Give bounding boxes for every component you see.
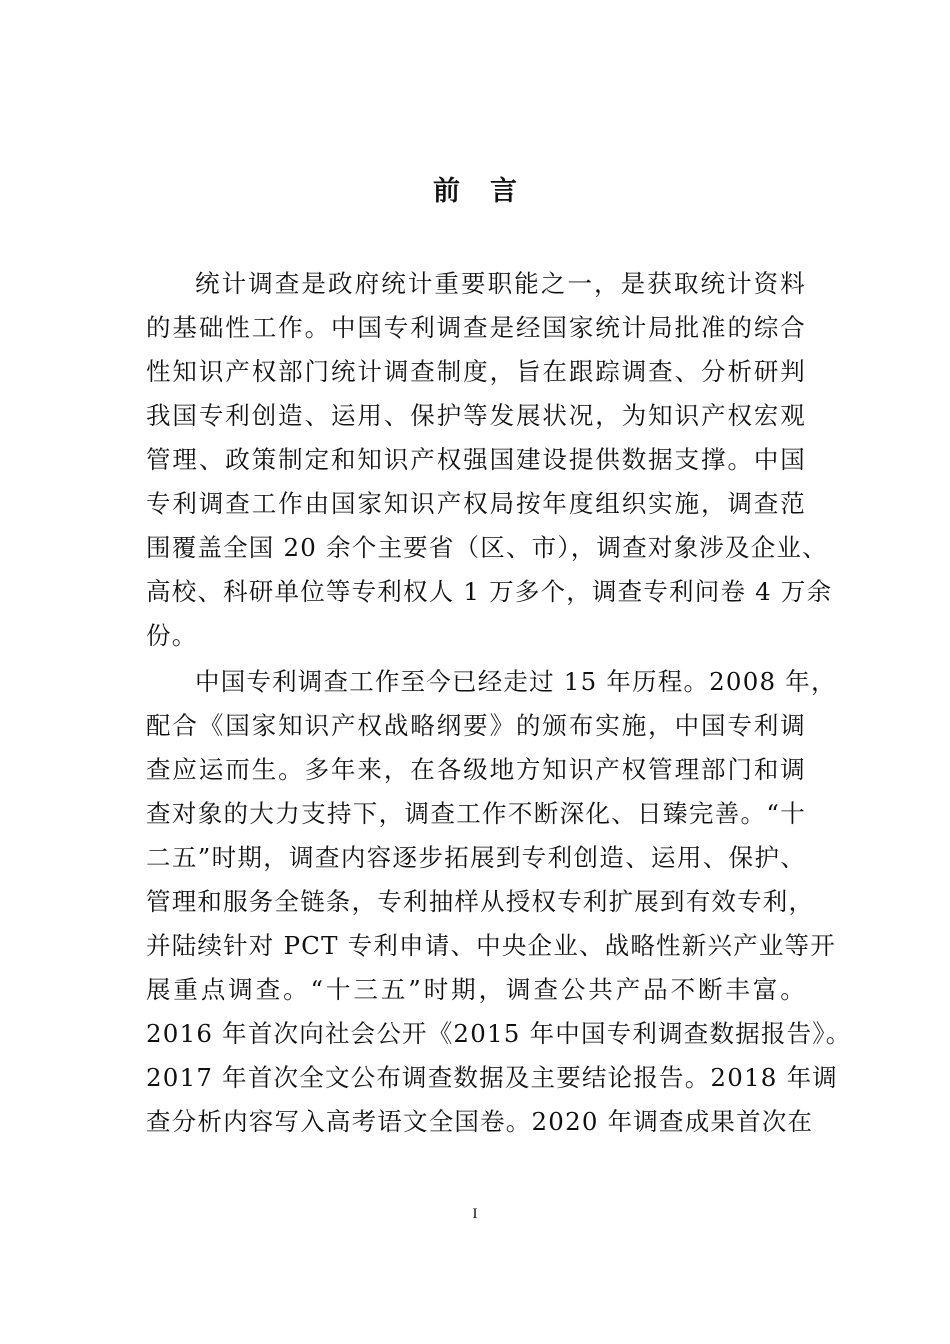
- text-line: 2016 年首次向社会公开《2015 年中国专利调查数据报告》。: [146, 1019, 852, 1048]
- page-number: I: [472, 1206, 478, 1222]
- text-line: 二五”时期，调查内容逐步拓展到专利创造、运用、保护、: [146, 843, 806, 872]
- text-line: 统计调查是政府统计重要职能之一，是获取统计资料: [195, 269, 806, 298]
- text-line: 专利调查工作由国家知识产权局按年度组织实施，调查范: [146, 489, 806, 518]
- text-line: 份。: [146, 621, 198, 650]
- text-line: 查分析内容写入高考语文全国卷。2020 年调查成果首次在: [146, 1107, 814, 1136]
- text-line: 管理、政策制定和知识产权强国建设提供数据支撑。中国: [146, 445, 806, 474]
- page-title: 前言: [433, 176, 547, 207]
- text-line: 查对象的大力支持下，调查工作不断深化、日臻完善。“十: [146, 799, 806, 828]
- text-line: 高校、科研单位等专利权人 1 万多个，调查专利问卷 4 万余: [146, 577, 833, 606]
- text-line: 的基础性工作。中国专利调查是经国家统计局批准的综合: [146, 313, 806, 342]
- text-line: 展重点调查。“十三五”时期，调查公共产品不断丰富。: [146, 975, 806, 1004]
- text-line: 2017 年首次全文公布调查数据及主要结论报告。2018 年调: [146, 1063, 838, 1092]
- text-line: 我国专利创造、运用、保护等发展状况，为知识产权宏观: [146, 401, 806, 430]
- text-line: 查应运而生。多年来，在各级地方知识产权管理部门和调: [146, 755, 806, 784]
- text-line: 围覆盖全国 20 余个主要省（区、市），调查对象涉及企业、: [146, 533, 828, 562]
- text-line: 管理和服务全链条，专利抽样从授权专利扩展到有效专利，: [146, 887, 815, 916]
- text-line: 中国专利调查工作至今已经走过 15 年历程。2008 年，: [195, 667, 837, 696]
- text-line: 配合《国家知识产权战略纲要》的颁布实施，中国专利调: [146, 711, 806, 740]
- text-line: 性知识产权部门统计调查制度，旨在跟踪调查、分析研判: [146, 357, 806, 386]
- text-line: 并陆续针对 PCT 专利申请、中央企业、战略性新兴产业等开: [146, 931, 836, 960]
